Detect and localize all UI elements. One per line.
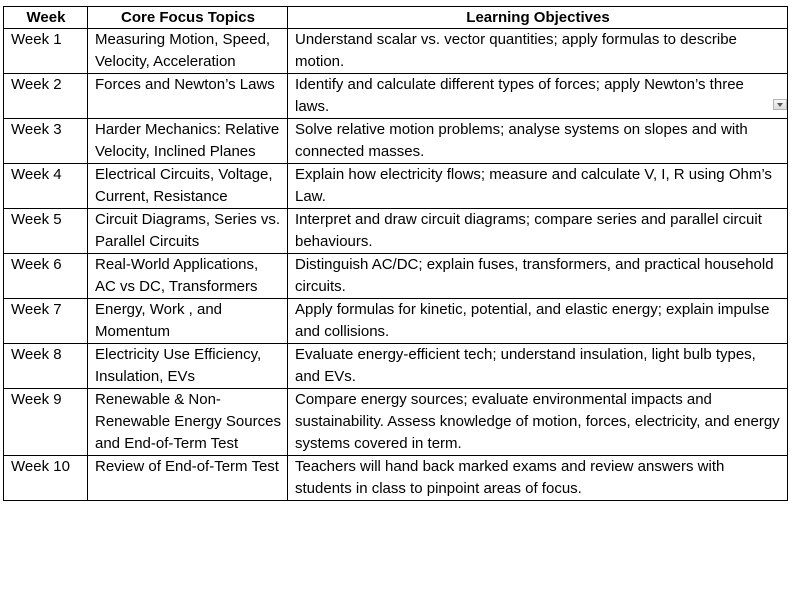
objectives-cell: Understand scalar vs. vector quantities; apply formulas to describe motion.	[288, 29, 788, 74]
table-row	[4, 254, 788, 299]
schedule-table	[3, 6, 788, 501]
week-cell: Week 10	[4, 456, 88, 501]
table-row	[4, 209, 788, 254]
week-cell: Week 5	[4, 209, 88, 254]
table-row	[4, 119, 788, 164]
week-cell: Week 9	[4, 389, 88, 456]
table-row	[4, 29, 788, 74]
chevron-down-icon[interactable]	[773, 99, 787, 110]
topics-cell: Real-World Applications, AC vs DC, Transformers	[88, 254, 288, 299]
topics-cell: Harder Mechanics: Relative Velocity, Inclined Planes	[88, 119, 288, 164]
objectives-cell: Teachers will hand back marked exams and review answers with students in class to pinpoint areas of focus.	[288, 456, 788, 501]
week-cell: Week 3	[4, 119, 88, 164]
week-cell: Week 6	[4, 254, 88, 299]
week-cell: Week 2	[4, 74, 88, 119]
topics-cell: Review of End-of-Term Test	[88, 456, 288, 501]
topics-cell: Renewable & Non-Renewable Energy Sources and End-of-Term Test	[88, 389, 288, 456]
table-row	[4, 164, 788, 209]
objectives-cell: Apply formulas for kinetic, potential, and elastic energy; explain impulse and collisions.	[288, 299, 788, 344]
table-row	[4, 299, 788, 344]
table-row	[4, 456, 788, 501]
topics-cell: Electrical Circuits, Voltage, Current, Resistance	[88, 164, 288, 209]
table-row	[4, 74, 788, 119]
objectives-cell: Compare energy sources; evaluate environmental impacts and sustainability. Assess knowledge of motion, forces, electricity, and energy systems covered in term.	[288, 389, 788, 456]
topics-cell: Energy, Work , and Momentum	[88, 299, 288, 344]
header-week: Week	[4, 7, 88, 29]
header-topics: Core Focus Topics	[88, 7, 288, 29]
table-row	[4, 389, 788, 456]
week-cell: Week 7	[4, 299, 88, 344]
objectives-cell: Identify and calculate different types of forces; apply Newton’s three laws.	[288, 74, 788, 119]
table-row	[4, 344, 788, 389]
header-row	[4, 7, 788, 29]
topics-cell: Circuit Diagrams, Series vs. Parallel Circuits	[88, 209, 288, 254]
week-cell: Week 8	[4, 344, 88, 389]
header-objectives: Learning Objectives	[288, 7, 788, 29]
objectives-cell: Interpret and draw circuit diagrams; compare series and parallel circuit behaviours.	[288, 209, 788, 254]
topics-cell: Forces and Newton’s Laws	[88, 74, 288, 119]
objectives-cell: Solve relative motion problems; analyse systems on slopes and with connected masses.	[288, 119, 788, 164]
objectives-cell: Explain how electricity flows; measure and calculate V, I, R using Ohm’s Law.	[288, 164, 788, 209]
week-cell: Week 1	[4, 29, 88, 74]
objectives-cell: Evaluate energy-efficient tech; understand insulation, light bulb types, and EVs.	[288, 344, 788, 389]
topics-cell: Electricity Use Efficiency, Insulation, EVs	[88, 344, 288, 389]
topics-cell: Measuring Motion, Speed, Velocity, Acceleration	[88, 29, 288, 74]
week-cell: Week 4	[4, 164, 88, 209]
objectives-cell: Distinguish AC/DC; explain fuses, transformers, and practical household circuits.	[288, 254, 788, 299]
